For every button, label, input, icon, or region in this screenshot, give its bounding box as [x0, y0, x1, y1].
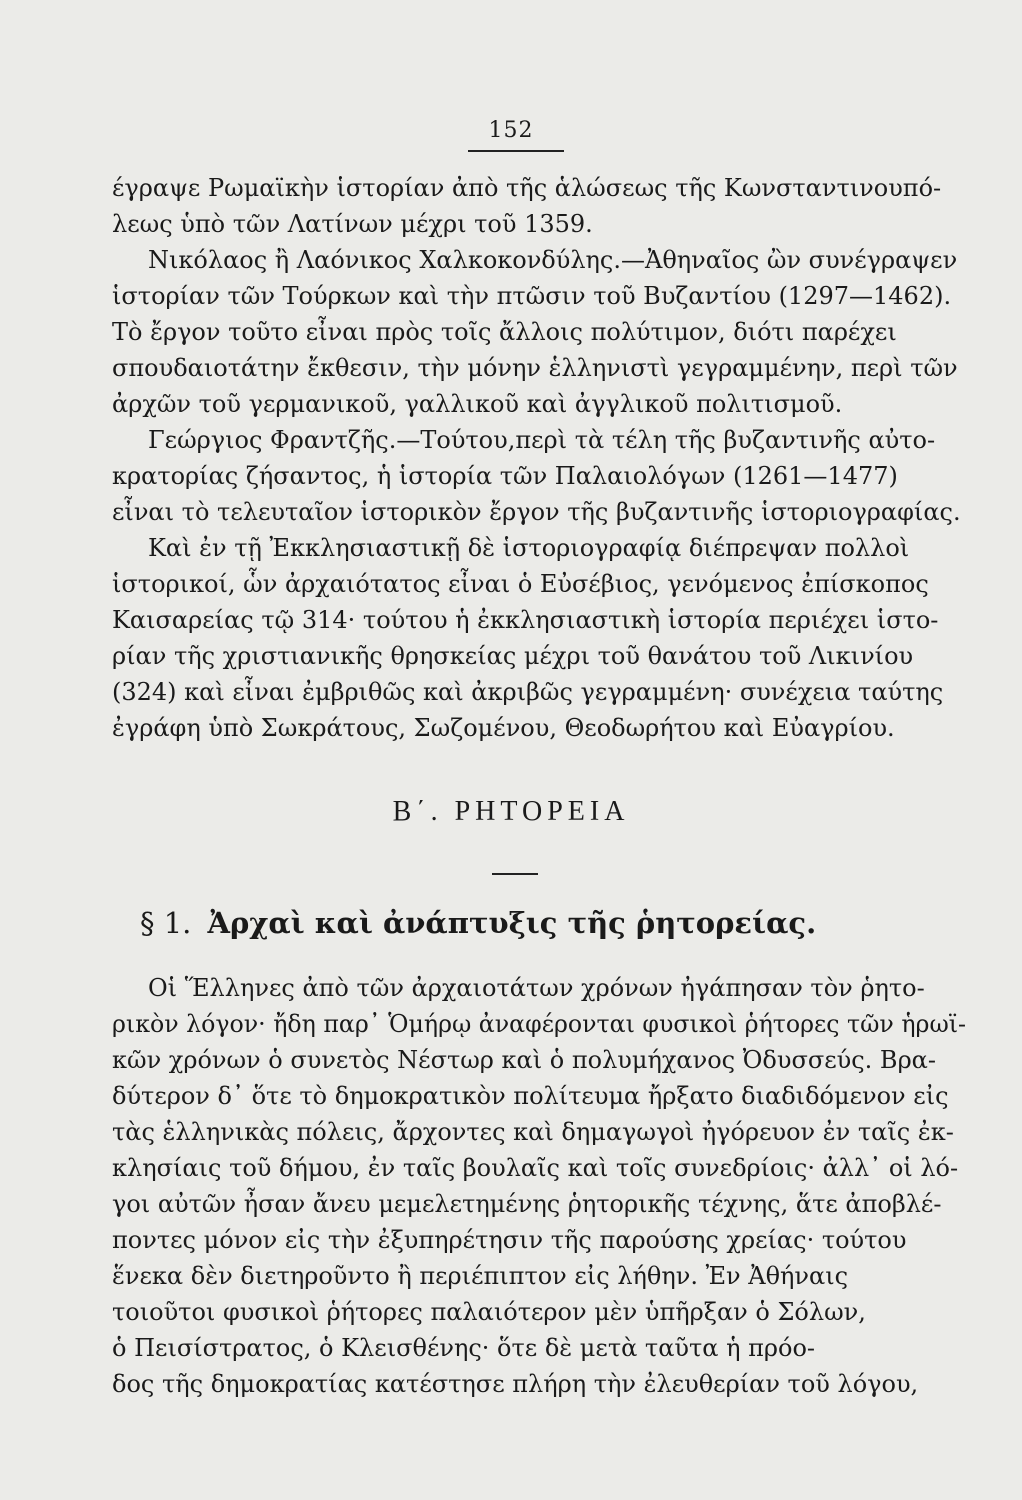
text-line: Νικόλαος ἢ Λαόνικος Χαλκοκονδύλης.—Ἀθηναῖος ὢν συνέγραψεν	[148, 246, 958, 274]
text-line: Οἱ Ἕλληνες ἀπὸ τῶν ἀρχαιοτάτων χρόνων ἠγάπησαν τὸν ῥητο-	[148, 974, 925, 1002]
text-line: Καισαρείας τῷ 314· τούτου ἡ ἐκκλησιαστικὴ ἱστορία περιέχει ἱστο-	[112, 606, 939, 634]
text-line: ἕνεκα δὲν διετηροῦντο ἢ περιέπιπτον εἰς λήθην. Ἐν Ἀθήναις	[112, 1262, 849, 1290]
text-line: δύτερον δ᾽ ὅτε τὸ δημοκρατικὸν πολίτευμα ἤρξατο διαδιδόμενον εἰς	[112, 1082, 949, 1110]
section-heading	[140, 906, 940, 940]
text-line: τοιοῦτοι φυσικοὶ ῥήτορες παλαιότερον μὲν ὑπῆρξαν ὁ Σόλων,	[112, 1298, 866, 1326]
text-line: ποντες μόνον εἰς τὴν ἐξυπηρέτησιν τῆς παρούσης χρείας· τούτου	[112, 1226, 907, 1254]
page-number-rule	[468, 150, 564, 152]
text-line: τὰς ἑλληνικὰς πόλεις, ἄρχοντες καὶ δημαγωγοὶ ἠγόρευον ἐν ταῖς ἐκ-	[112, 1118, 954, 1146]
text-line: σπουδαιοτάτην ἔκθεσιν, τὴν μόνην ἑλληνιστὶ γεγραμμένην, περὶ τῶν	[112, 354, 958, 382]
section-heading-text: Ἀρχαὶ καὶ ἀνάπτυξις τῆς ῥητορείας.	[207, 906, 817, 940]
chapter-title-rule	[492, 873, 538, 875]
text-line: κρατορίας ζήσαντος, ἡ ἱστορία τῶν Παλαιολόγων (1261—1477)	[112, 462, 898, 490]
text-line: (324) καὶ εἶναι ἐμβριθῶς καὶ ἀκριβῶς γεγραμμένη· συνέχεια ταύτης	[112, 678, 944, 706]
text-line: εἶναι τὸ τελευταῖον ἱστορικὸν ἔργον τῆς βυζαντινῆς ἱστοριογραφίας.	[112, 498, 961, 526]
text-line: κλησίαις τοῦ δήμου, ἐν ταῖς βουλαῖς καὶ τοῖς συνεδρίοις· ἀλλ᾽ οἱ λό-	[112, 1154, 959, 1182]
text-line: Γεώργιος Φραντζῆς.—Τούτου,περὶ τὰ τέλη τῆς βυζαντινῆς αὐτο-	[148, 426, 936, 454]
text-line: δος τῆς δημοκρατίας κατέστησε πλήρη τὴν ἐλευθερίαν τοῦ λόγου,	[112, 1370, 919, 1398]
text-line: Καὶ ἐν τῇ Ἐκκλησιαστικῇ δὲ ἱστοριογραφίᾳ διέπρεψαν πολλοὶ	[148, 534, 910, 562]
text-line: γοι αὐτῶν ἦσαν ἄνευ μεμελετημένης ῥητορικῆς τέχνης, ἅτε ἀποβλέ-	[112, 1190, 942, 1218]
lower-text-block	[112, 970, 966, 1402]
page-number: 152	[488, 118, 534, 143]
upper-text-block	[112, 170, 966, 746]
text-line: ἱστορικοί, ὧν ἀρχαιότατος εἶναι ὁ Εὐσέβιος, γενόμενος ἐπίσκοπος	[112, 570, 929, 598]
chapter-title: Β΄. ΡΗΤΟΡΕΙΑ	[392, 796, 630, 827]
text-line: ρικὸν λόγον· ἤδη παρ᾽ Ὁμήρῳ ἀναφέρονται φυσικοὶ ῥήτορες τῶν ἡρωϊ-	[112, 1010, 967, 1038]
text-line: έγραψε Ρωμαϊκὴν ἱστορίαν ἀπὸ τῆς ἁλώσεως τῆς Κωνσταντινουπό-	[112, 174, 942, 202]
text-line: Τὸ ἔργον τοῦτο εἶναι πρὸς τοῖς ἄλλοις πολύτιμον, διότι παρέχει	[112, 318, 897, 346]
text-line: ἱστορίαν τῶν Τούρκων καὶ τὴν πτῶσιν τοῦ Βυζαντίου (1297—1462).	[112, 282, 952, 310]
text-line: ρίαν τῆς χριστιανικῆς θρησκείας μέχρι τοῦ θανάτου τοῦ Λικινίου	[112, 642, 914, 670]
text-line: λεως ὑπὸ τῶν Λατίνων μέχρι τοῦ 1359.	[112, 210, 593, 238]
text-line: ἐγράφη ὑπὸ Σωκράτους, Σωζομένου, Θεοδωρήτου καὶ Εὐαγρίου.	[112, 714, 895, 742]
text-line: κῶν χρόνων ὁ συνετὸς Νέστωρ καὶ ὁ πολυμήχανος Ὀδυσσεύς. Βρα-	[112, 1046, 936, 1074]
text-line: ἀρχῶν τοῦ γερμανικοῦ, γαλλικοῦ καὶ ἀγγλικοῦ πολιτισμοῦ.	[112, 390, 843, 418]
section-mark: § 1.	[140, 906, 192, 940]
text-line: ὁ Πεισίστρατος, ὁ Κλεισθένης· ὅτε δὲ μετὰ ταῦτα ἡ πρόο-	[112, 1334, 816, 1362]
